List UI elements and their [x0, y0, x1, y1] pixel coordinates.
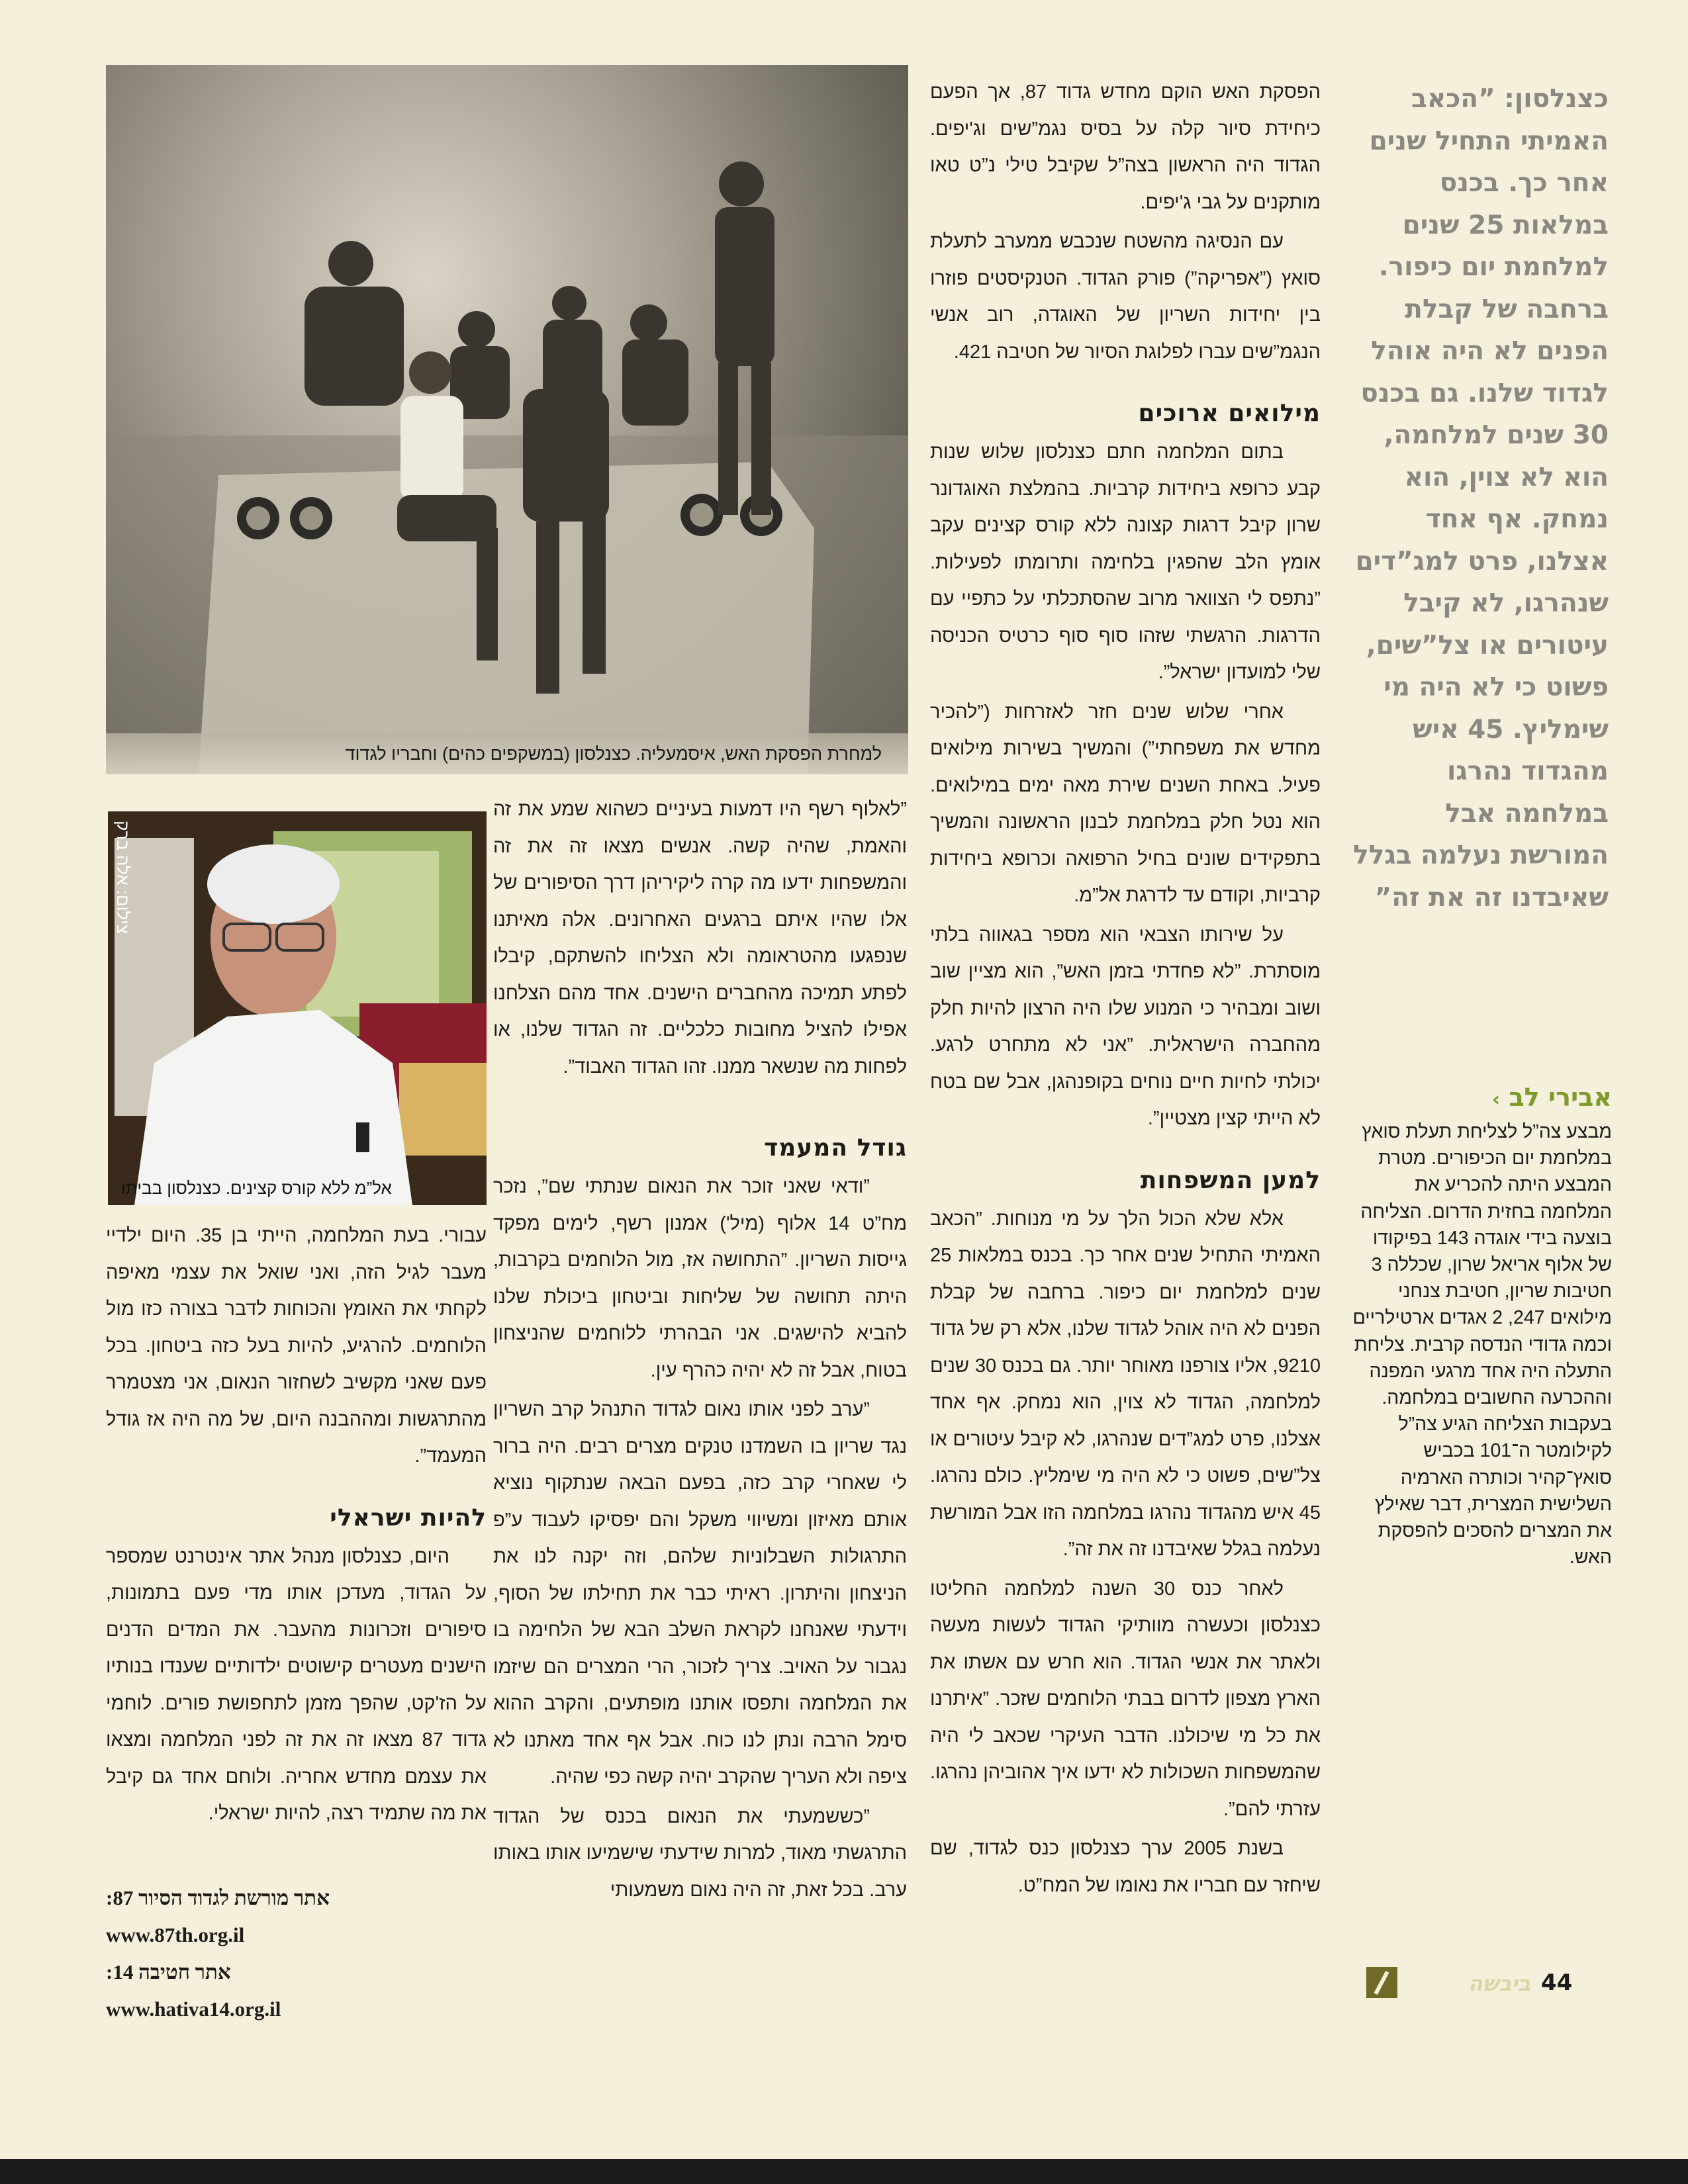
section-heading: להיות ישראלי	[330, 1504, 487, 1531]
article-column-2	[493, 792, 907, 2023]
paragraph: עם הנסיגה מהשטח שנכבש ממערב לתעלת סואץ (”אפריקה”) פורק הגדוד. הטנקיסטים פוזרו בין יחידות השריון של האוגדה, רוב אנשי הנגמ”שים עברו לפלוגת הסיור של חטיבה 421.	[930, 231, 1321, 363]
link-label-hativa14: אתר חטיבה 14:	[106, 1960, 231, 1983]
scan-edge	[0, 2159, 1688, 2184]
paragraph: ”ערב לפני אותו נאום לגדוד התנהל קרב השריון נגד שריון בו השמדנו טנקים מצרים רבים. היה ברור לי שאחרי קרב כזה, בפעם הבאה שנתקוף נוציא אותם מאיזון ומשיווי משקל והם יפסיקו לעבוד ע”פ התרגולות השבלוניות שלהם, וזה יקנה לנו את הניצחון והיתרון. ראיתי כבר את תחילתו של הסוף, וידעתי שאנחנו לקראת השלב הבא של הלחימה בו נגבור על האויב. צריך לזכור, הרי המצרים הם שיזמו את המלחמה ותפסו אותנו מופתעים, והקרב ההוא סימל הרבה ונתן לנו כוח. אבל אף אחד מאתנו לא ציפה ולא העריך שהקרב יהיה קשה כפי שהיה.	[493, 1399, 907, 1788]
pull-quote: כצנלסון: ”הכאב האמיתי התחיל שנים אחר כך. בכנס במלאות 25 שנים למלחמת יום כיפור. ברחבה של קבלת הפנים לא היה אוהל לגדוד שלנו. גם בכנס 30 שנים למלחמה, הוא לא צוין, הוא נמחק. אף אחד אצלנו, פרט למג”דים שנהרגו, לא קיבל עיטורים או צל”שים, פשוט כי לא היה מי שימליץ. 45 איש מהגדוד נהרגו במלחמה אבל המורשת נעלמה בגלל שאיבדנו זה את זה”	[1353, 84, 1609, 913]
paragraph: ”לאלוף רשף היו דמעות בעיניים כשהוא שמע את זה והאמת, שהיה קשה. אנשים מצאו זה את זה והמשפחות ידעו מה קרה ליקיריהן דרך הסיפורים של אלו שהיו איתם ברגעים האחרונים. אלה מאיתנו שנפגעו מהטראומה ולא הצליחו להשתקם, קיבלו לפתע תמיכה מהחברים הישנים. אחד מהם הצלחנו אפילו להציל מחובות כלכליים. זה הגדוד שלנו, או לפחות מה שנשאר ממנו. זהו הגדוד האבוד”.	[493, 799, 907, 1077]
paragraph: עבורי. בעת המלחמה, הייתי בן 35. היום ילדיי מעבר לגיל הזה, ואני שואל את עצמי מאיפה לקחתי את האומץ והכוחות לדבר בצורה כזו מול הלוחמים. להרגיע, להיות בעל כזה ביטחון. בכל פעם שאני מקשיב לשחזור הנאום, אני מצטמרר מהתרגשות ומההבנה היום, של מה היה אז גודל המעמד”.	[106, 1225, 487, 1467]
paragraph: בשנת 2005 ערך כצנלסון כנס לגדוד, שם שיחזר עם חבריו את נאומו של המח”ט.	[930, 1838, 1321, 1896]
section-heading: גודל המעמד	[764, 1134, 907, 1161]
section-logo-icon	[1366, 1967, 1397, 1998]
chevron-icon: ›	[1491, 1088, 1501, 1111]
paragraph: אלא שלא הכול הלך על מי מנוחות. ”הכאב האמיתי התחיל שנים אחר כך. בכנס במלאות 25 שנים למלחמת יום כיפור. ברחבה של קבלת הפנים לא היה אוהל לגדוד שלנו, אלא רק של גדוד 9210, אליו צורפנו מאוחר יותר. גם בכנס 30 שנים למלחמה, הגדוד לא צוין, הוא נמחק. אף אחד אצלנו, פרט למג”דים שנהרגו, לא קיבל עיטורים או צל”שים, פשוט כי לא היה מי שימליץ. כולם נהרגו. 45 איש מהגדוד נהרגו במלחמה הזו אבל המורשת נעלמה בגלל שאיבדנו זה את זה”.	[930, 1208, 1321, 1560]
section-heading: מילואים ארוכים	[1138, 400, 1321, 427]
sidebar-title	[1347, 1079, 1612, 1118]
portrait-caption: אל”מ ללא קורס קצינים. כצנלסון בביתו	[121, 1178, 392, 1198]
links-block	[106, 1880, 477, 2028]
link-87th[interactable]: www.87th.org.il	[106, 1923, 245, 1946]
section-heading: למען המשפחות	[1140, 1166, 1321, 1194]
main-photo-soldiers-on-tank	[106, 65, 908, 774]
sidebar-text: מבצע צה”ל לצליחת תעלת סואץ במלחמת יום הכיפורים. מטרת המבצע היתה להכריע את המלחמה בחזית הדרום. הצליחה בוצעה בידי אוגדה 143 בפיקודו של אלוף אריאל שרון, שכללה 3 חטיבות שריון, חטיבת צנחני מילואים 247, 2 אגדים ארטילריים וכמה גדודי הנדסה קרבית. צליחת התעלה היה אחד מרגעי המפנה וההכרעה החשובים במלחמה. בעקבות הצליחה הגיע צה”ל לקילומטר ה־101 בכביש סואץ־קהיר וכותרה הארמיה השלישית המצרית, דבר שאילץ את המצרים להסכים להפסקת האש.	[1352, 1121, 1612, 1569]
portrait-photo	[108, 811, 487, 1205]
paragraph: ”ודאי שאני זוכר את הנאום שנתתי שם”, נזכר מח”ט 14 אלוף (מיל') אמנון רשף, לימים מפקד גייסות השריון. ”התחושה אז, מול הלוחמים בקרבות, היתה תחושה של שליחות וביטחון ביכולת שלנו להביא להישגים. אני הבהרתי ללוחמים שהניצחון בטוח, אבל זה לא יהיה כהרף עין.	[493, 1176, 907, 1381]
page-number: 44	[1541, 1970, 1573, 1996]
sidebar-box	[1347, 1079, 1612, 1570]
article-column-1	[930, 74, 1321, 1993]
footer-section-name: ביבשה	[1468, 1971, 1531, 1996]
photo-credit-text: צילום: אלה ברק	[113, 821, 133, 934]
paragraph: בתום המלחמה חתם כצנלסון שלוש שנות קבע כרופא ביחידות קרביות. בהמלצת האוגדונר שרון קיבל דרגות קצונה ללא קורס קצינים עקב אומץ הלב שהפגין בלחימה ותרומתו לפעילות. ”נתפס לי הצוואר מרוב שהסתכלתי על כתפיי עם הדרגות. הרגשתי שזהו סוף סוף כרטיס הכניסה שלי למועדון ישראל”.	[930, 441, 1321, 683]
paragraph: היום, כצנלסון מנהל אתר אינטרנט שמספר על הגדוד, מעדכן אותו מדי פעם בתמונות, סיפורים וזכרונות מהעבר. את המדים הדנים הישנים מעטרים קישוטים ילדותיים שענדו בנותיו על הז'קט, שהפך מזמן לתחפושת פורים. לוחמי גדוד 87 מצאו זה את זה לפני המלחמה ומצאו את עצמם מחדש אחריה. ולוחם אחד גם קיבל את מה שתמיד רצה, להיות ישראלי.	[106, 1545, 487, 1824]
paragraph: על שירותו הצבאי הוא מספר בגאווה בלתי מוסתרת. ”לא פחדתי בזמן האש”, הוא מציין שוב ושוב ומבהיר כי המנוע שלו היה הרצון להיות חלק מהחברה הישראלית. ”אני לא מתחרט לרגע. יכולתי לחיות חיים נוחים בקופנהגן, אבל שם בטח לא הייתי קצין מצטיין”.	[930, 924, 1321, 1129]
main-photo-caption: למחרת הפסקת האש, איסמעליה. כצנלסון (במשקפים כהים) וחבריו לגדוד	[106, 733, 908, 774]
paragraph: אחרי שלוש שנים חזר לאזרחות (”להכיר מחדש את משפחתי”) והמשיך בשירות מילואים פעיל. באחת השנים שירת מאה ימים במילואים. הוא נטל חלק במלחמת לבנון הראשונה והמשיך בתפקידים שונים בחיל הרפואה וכרופא ביחידות קרביות, וקודם עד לדרגת אל”מ.	[930, 701, 1321, 906]
link-hativa14[interactable]: www.hativa14.org.il	[106, 1997, 281, 2021]
paragraph: ”כששמעתי את הנאום בכנס של הגדוד התרגשתי מאוד, למרות שידעתי שישמיעו אותו באותו ערב. בכל זאת, זה היה נאום משמעותי	[493, 1805, 907, 1901]
sidebar-title-text: אבירי לב	[1509, 1083, 1612, 1112]
portrait-illustration	[108, 811, 487, 1205]
paragraph: לאחר כנס 30 השנה למלחמה החליטו כצנלסון וכעשרה מוותיקי הגדוד לעשות מעשה ולאתר את אנשי הגדוד. הוא חרש עם אשתו את הארץ מצפון לדרום בבתי הלוחמים שזכר. ”איתרנו את כל מי שיכולנו. הדבר העיקרי שכאב לי היה שהמשפחות השכולות לא ידעו איך אהוביהן נהרגו. עזרתי להם”.	[930, 1578, 1321, 1820]
paragraph: הפסקת האש הוקם מחדש גדוד 87, אך הפעם כיחידת סיור קלה על בסיס נגמ”שים וג'יפים. הגדוד היה הראשון בצה”ל שקיבל טילי נ”ט טאו מותקנים על גבי ג'יפים.	[930, 81, 1321, 213]
link-label-87th: אתר מורשת לגדוד הסיור 87:	[106, 1886, 330, 1909]
soldiers-photo-illustration	[106, 65, 908, 774]
photo-credit	[109, 821, 137, 1019]
